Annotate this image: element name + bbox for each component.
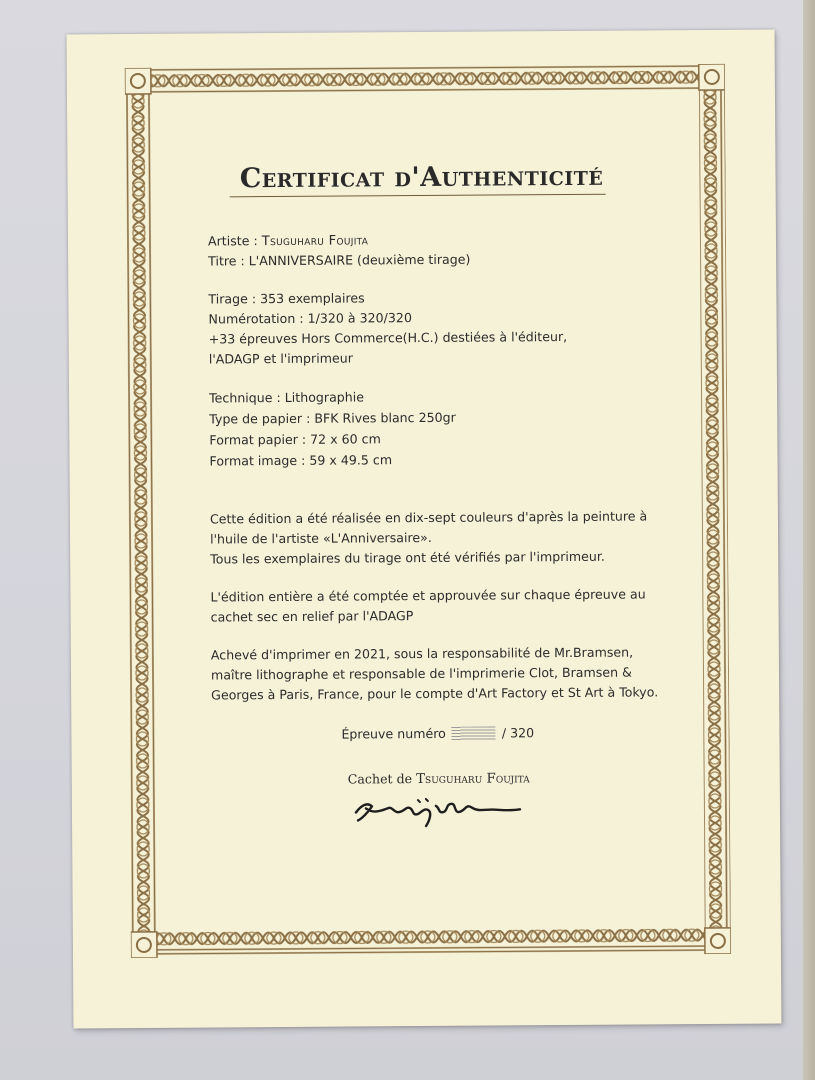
printing-paragraph-line-2: maître lithographe et responsable de l'imprimerie Clot, Bramsen & <box>210 664 632 683</box>
hc-line-1: +33 épreuves Hors Commerce(H.C.) destiées à l'éditeur, <box>208 328 568 347</box>
edition-paragraph-line-3: Tous les exemplaires du tirage ont été vérifiés par l'imprimeur. <box>210 548 605 567</box>
numerotation-label: Numérotation : <box>208 310 308 327</box>
edition-number-blank <box>452 726 496 740</box>
tirage-value: 353 exemplaires <box>260 290 365 307</box>
paper-type-value: BFK Rives blanc 250gr <box>314 409 456 426</box>
artist-label: Artiste : <box>207 233 262 249</box>
hc-line-2: l'ADAGP et l'imprimeur <box>208 350 353 367</box>
tirage-line <box>208 288 364 309</box>
paper-type-line <box>209 408 456 430</box>
printing-paragraph-line-1: Achevé d'imprimer en 2021, sous la responsabilité de Mr.Bramsen, <box>210 644 634 663</box>
technique-line <box>209 387 364 408</box>
artist-signature <box>348 789 538 832</box>
image-format-value: 59 x 49.5 cm <box>309 452 393 468</box>
stamp-caption <box>348 770 530 787</box>
background-edge <box>803 0 815 1080</box>
image-format-label: Format image : <box>209 452 310 469</box>
adagp-paragraph-line-1: L'édition entière a été comptée et approuvée sur chaque épreuve au <box>210 586 646 605</box>
paper-format-label: Format papier : <box>209 431 311 448</box>
tirage-label: Tirage : <box>208 291 261 307</box>
adagp-paragraph-line-2: cachet sec en relief par l'ADAGP <box>210 608 414 625</box>
edition-number-label: Épreuve numéro <box>341 725 446 742</box>
technique-value: Lithographie <box>284 389 365 405</box>
certificate-title: Certificat d'Authenticité <box>239 160 604 195</box>
edition-paragraph-line-1: Cette édition a été réalisée en dix-sept couleurs d'après la peinture à <box>209 508 648 527</box>
artist-line <box>208 230 368 252</box>
technique-label: Technique : <box>209 389 285 406</box>
title-label: Titre : <box>208 253 249 269</box>
edition-paragraph-line-2: l'huile de l'artiste «L'Anniversaire». <box>210 529 432 547</box>
edition-number-total: / 320 <box>501 725 535 741</box>
printing-paragraph-line-3: Georges à Paris, France, pour le compte d'Art Factory et St Art à Tokyo. <box>211 684 659 703</box>
paper-format-line <box>209 429 381 450</box>
stamp-caption-prefix: Cachet de <box>347 771 417 787</box>
paper-type-label: Type de papier : <box>209 410 315 427</box>
image-format-line <box>209 450 392 471</box>
edition-number-line <box>341 725 534 741</box>
certificate-paper <box>67 30 782 1029</box>
numerotation-value: 1/320 à 320/320 <box>307 310 412 326</box>
stamp-caption-name: Tsuguharu Foujita <box>416 771 530 788</box>
title-line <box>208 250 470 272</box>
paper-format-value: 72 x 60 cm <box>310 431 381 447</box>
numerotation-line <box>208 308 412 329</box>
artist-name: Tsuguharu Foujita <box>261 233 369 250</box>
artwork-title: L'ANNIVERSAIRE (deuxième tirage) <box>248 251 471 269</box>
